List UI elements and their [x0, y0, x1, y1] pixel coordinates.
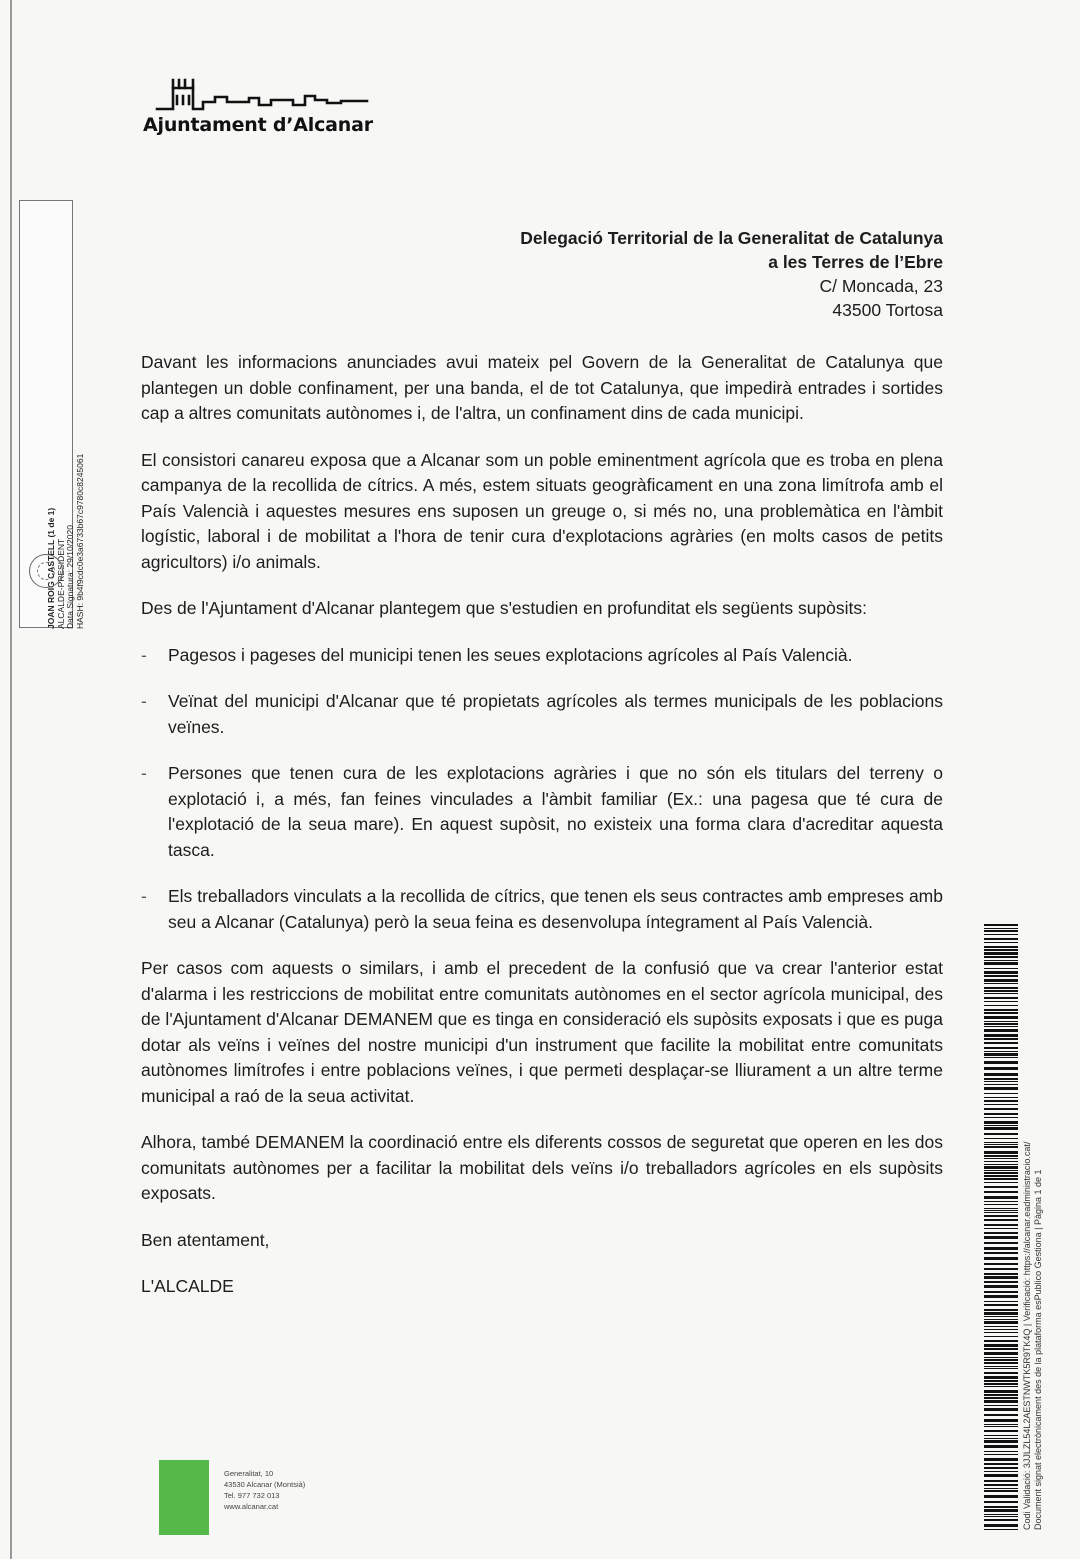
signer-role: ALCALDE-PRESIDENT — [55, 538, 66, 629]
recipient-line-1: Delegació Territorial de la Generalitat de Catalunya — [520, 228, 943, 248]
signoff: L'ALCALDE — [141, 1276, 234, 1296]
list-item-text: Persones que tenen cura de les explotacions agràries i que no són els titulars del terreny o explotació i, a més, fan feines vinculades a l'àmbit familiar (Ex.: una pagesa que té cura de l'explotació de la seua mare). En aquest supòsit, no existeix una forma clara d'acreditar aquesta tasca. — [168, 763, 943, 860]
bullet-dash: - — [141, 886, 147, 906]
barcode-area — [984, 924, 1043, 1530]
recipient-line-4: 43500 Tortosa — [832, 300, 943, 320]
bullet-dash: - — [141, 763, 147, 783]
page-edge — [10, 0, 12, 1559]
bullet-dash: - — [141, 644, 147, 665]
signature-hash: HASH: 9b4f9cdc0e3a6733b67c9780c8245061 — [74, 453, 85, 629]
footer-address — [224, 1468, 305, 1512]
letter-body — [141, 350, 943, 1300]
footer-web: www.alcanar.cat — [224, 1502, 279, 1511]
list-item — [141, 884, 943, 935]
footer-city: 43530 Alcanar (Montsià) — [224, 1480, 306, 1489]
seal-icon — [29, 554, 63, 588]
footer-phone: Tel. 977 732 013 — [224, 1491, 280, 1500]
list-item — [141, 761, 943, 863]
paragraph-3: Des de l'Ajuntament d'Alcanar plantegem que s'estudien en profunditat els següents supòsits: — [141, 598, 868, 618]
platform-line: Document signat electrònicament des de la plataforma esPublico Gestiona | Pàgina 1 de 1 — [1033, 1169, 1043, 1530]
skyline-icon — [153, 76, 373, 116]
paragraph-5: Alhora, també DEMANEM la coordinació entre els diferents cossos de seguretat que operen en les dos comunitats autònomes per a facilitar la mobilitat dels veïns i/o treballadors agrícoles en els supòsits exposats. — [141, 1132, 943, 1203]
list-item-text: Veïnat del municipi d'Alcanar que té propietats agrícoles als termes municipals de les poblacions veïnes. — [168, 691, 943, 737]
recipient-address — [520, 226, 943, 322]
list-item-text: Pagesos i pageses del municipi tenen les seues explotacions agrícoles al País Valencià. — [168, 644, 853, 665]
ajuntament-logo — [143, 76, 373, 138]
barcode-icon — [984, 924, 1018, 1530]
barcode-caption — [1022, 924, 1044, 1530]
brand-color-block — [159, 1460, 209, 1535]
validation-line: Codi Validació: 3JJLZL54L2AESTNWTK5R9TK4Q | Verificació: https://alcanar.eadministracio.cat/ — [1022, 1141, 1032, 1530]
footer-street: Generalitat, 10 — [224, 1469, 274, 1478]
paragraph-4: Per casos com aquests o similars, i amb el precedent de la confusió que va crear l'anterior estat d'alarma i les restriccions de mobilitat entre comunitats autònomes en el sector agrícola municipal, des de l'Ajuntament d'Alcanar DEMANEM que es tinga en consideració els supòsits exposats i que es puga dotar als veïns i veïnes del nostre municipi d'un instrument que facilite la mobilitat entre comunitats autònomes limítrofes i entre poblacions veïnes, i que permeti desplaçar-se lliurament a un altre terme municipal a raó de la seua activitat. — [141, 958, 943, 1106]
closing: Ben atentament, — [141, 1229, 270, 1250]
signature-strip — [19, 200, 85, 629]
list-item-text: Els treballadors vinculats a la recollida de cítrics, que tenen els seus contractes amb empreses amb seu a Alcanar (Catalunya) però la seua feina es desenvolupa íntegrament al País Valencià. — [168, 886, 943, 932]
logo-text: Ajuntament d’Alcanar — [143, 114, 373, 136]
recipient-line-2: a les Terres de l’Ebre — [768, 252, 943, 272]
signature-text — [47, 389, 85, 629]
list-item — [141, 643, 943, 669]
signer-name: JOAN ROIG CASTELL (1 de 1) — [46, 507, 56, 629]
bullet-dash: - — [141, 691, 147, 711]
paragraph-1: Davant les informacions anunciades avui mateix pel Govern de la Generalitat de Catalunya que plantegen un doble confinament, per una banda, el de tot Catalunya, que impedirà entrades i sortides cap a altres comunitats autònomes i, de l'altra, un confinament dins de cada municipi. — [141, 352, 943, 423]
paragraph-2: El consistori canareu exposa que a Alcanar som un poble eminentment agrícola que es troba en plena campanya de la recollida de cítrics. A més, estem situats geogràficament en una zona limítrofa amb el País Valencià i aquestes mesures ens suposen un greuge o, si més no, una problemàtica en l'àmbit logístic, laboral i de mobilitat a l'hora de tenir cura d'explotacions agràries (en molts casos de petits agricultors) i/o animals. — [141, 449, 943, 572]
signature-date: Data Signatura: 29/10/2020 — [65, 525, 75, 629]
recipient-line-3: C/ Moncada, 23 — [819, 276, 943, 296]
list-item — [141, 689, 943, 740]
